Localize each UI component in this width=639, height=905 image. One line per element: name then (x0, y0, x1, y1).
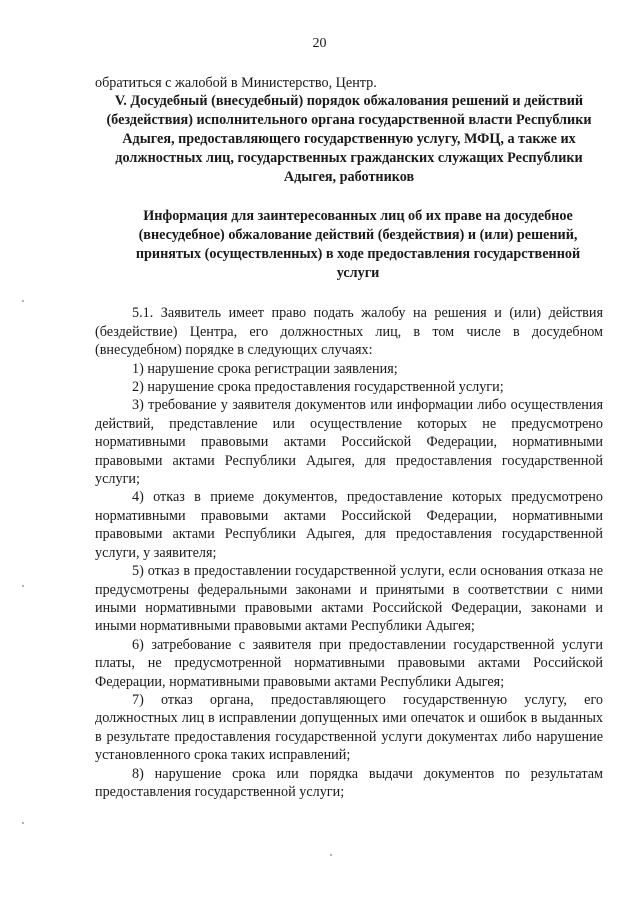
subsection-title: Информация для заинтересованных лиц об их праве на досудебное (внесудебное) обжалование действий (бездействия) и (или) решений, принятых (осуществленных) в ходе предоставления государственной услуги (135, 208, 581, 282)
section-title: V. Досудебный (внесудебный) порядок обжалования решений и действий (бездействия) исполнительного органа государственной власти Республики Адыгея, предоставляющего государственную услугу, МФЦ, а также их должностных лиц, государственных гражданских служащих Республики Адыгея, работников (106, 93, 592, 186)
scan-speck (22, 822, 24, 824)
list-item-7: 7) отказ органа, предоставляющего государственную услугу, его должностных лиц в исправлении допущенных ими опечаток и ошибок в выданных в результате предоставления государственной услуги документах либо нарушение установленного срока таких исправлений; (95, 691, 603, 764)
list-item-6: 6) затребование с заявителя при предоставлении государственной услуги платы, не предусмотренной нормативными правовыми актами Российской Федерации, нормативными правовыми актами Республики Адыгея; (95, 636, 603, 690)
list-item-1: 1) нарушение срока регистрации заявления; (132, 360, 398, 377)
list-item-2: 2) нарушение срока предоставления государственной услуги; (132, 379, 504, 396)
list-item-3: 3) требование у заявителя документов или информации либо осуществления действий, представление или осуществление которых не предусмотрено нормативными правовыми актами Российской Федерации, нормативными правовыми актами Республики Адыгея, для предоставления государственной услуги; (95, 397, 603, 488)
list-item-5: 5) отказ в предоставлении государственной услуги, если основания отказа не предусмотрены федеральными законами и принятыми в соответствии с ними иными нормативными правовыми актами Российской Федерации, законами и иными нормативными правовыми актами Республики Адыгея; (95, 563, 603, 635)
list-item-4: 4) отказ в приеме документов, предоставление которых предусмотрено нормативными правовыми актами Российской Федерации, нормативными правовыми актами Республики Адыгея, для предоставления государственной услуги, у заявителя; (95, 489, 603, 561)
document-body (95, 74, 603, 801)
lead-paragraph: обратиться с жалобой в Министерство, Центр. (95, 75, 377, 91)
list-item-8: 8) нарушение срока или порядка выдачи документов по результатам предоставления государственной услуги; (95, 765, 603, 800)
scan-speck (330, 854, 332, 856)
paragraph-5-1: 5.1. Заявитель имеет право подать жалобу на решения и (или) действия (бездействие) Центра, его должностных лиц, в том числе в досудебном (внесудебном) порядке в следующих случаях: (95, 305, 603, 359)
page-number: 20 (312, 36, 327, 51)
scan-speck (22, 300, 24, 302)
scan-speck (22, 585, 24, 587)
